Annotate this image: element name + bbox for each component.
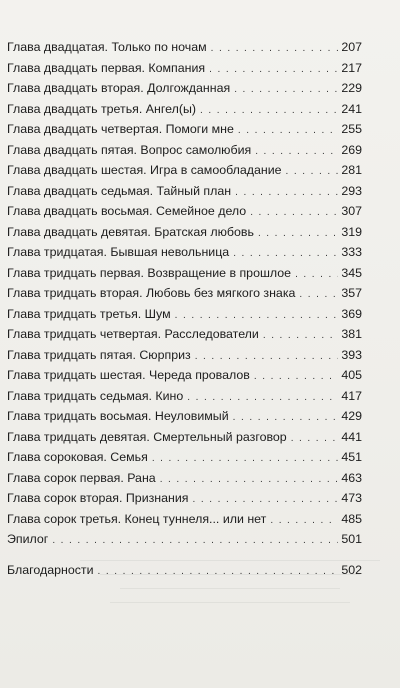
dot-leader — [255, 142, 338, 163]
toc-entry — [7, 529, 362, 550]
dot-leader — [299, 285, 338, 306]
toc-entry-page-number: 441 — [341, 429, 362, 444]
toc-entry-title: Глава тридцать вторая. Любовь без мягкого знака — [7, 286, 296, 300]
dot-leader — [195, 347, 338, 368]
toc-entry-page-number: 345 — [341, 265, 362, 280]
toc-entry — [7, 447, 362, 468]
toc-entry-title: Глава двадцать седьмая. Тайный план — [7, 183, 232, 198]
toc-entry — [7, 345, 362, 366]
toc-entry — [7, 181, 362, 202]
dot-leader — [52, 531, 338, 552]
dot-leader — [254, 367, 338, 388]
bleed-through-line — [100, 574, 360, 575]
toc-entry — [7, 242, 362, 263]
dot-leader — [175, 306, 338, 327]
dot-leader — [235, 183, 338, 204]
toc-entry — [7, 140, 362, 161]
toc-entry-title: Глава двадцатая. Только по ночам — [7, 40, 207, 54]
toc-entry-title: Глава тридцать девятая. Смертельный разговор — [7, 429, 287, 444]
dot-leader — [160, 470, 338, 491]
toc-entry-title: Глава тридцать восьмая. Неуловимый — [7, 409, 229, 423]
toc-entry — [7, 99, 362, 120]
toc-entry — [7, 509, 362, 530]
bleed-through-line — [80, 560, 380, 561]
toc-entry-page-number: 393 — [341, 347, 362, 362]
toc-entry-page-number: 241 — [341, 101, 362, 116]
dot-leader — [234, 80, 338, 101]
toc-entry-page-number: 429 — [341, 409, 362, 423]
toc-entry — [7, 160, 362, 181]
bleed-through-line — [110, 602, 350, 603]
toc-entry-title: Глава тридцатая. Бывшая невольница — [7, 245, 230, 259]
toc-entry-page-number: 369 — [341, 306, 362, 321]
toc-entry-page-number: 319 — [341, 224, 362, 239]
toc-entry-page-number: 381 — [341, 327, 362, 341]
bleed-through-line — [120, 588, 340, 589]
toc-entry-title: Глава двадцать третья. Ангел(ы) — [7, 101, 196, 116]
toc-entry — [7, 304, 362, 325]
toc-entry-page-number: 281 — [341, 163, 362, 177]
toc-entry-page-number: 463 — [341, 470, 362, 485]
toc-entry — [7, 488, 362, 509]
dot-leader — [187, 388, 338, 409]
toc-entry — [7, 119, 362, 140]
toc-entry — [7, 560, 362, 581]
toc-entry — [7, 386, 362, 407]
toc-entry — [7, 37, 362, 58]
toc-entry-page-number: 405 — [341, 368, 362, 382]
toc-entry-title: Глава двадцать четвертая. Помоги мне — [7, 122, 234, 136]
toc-entry-title: Глава двадцать девятая. Братская любовь — [7, 224, 254, 239]
dot-leader — [98, 562, 338, 583]
toc-entry — [7, 406, 362, 427]
toc-entry-title: Глава двадцать вторая. Долгожданная — [7, 81, 231, 95]
toc-entry — [7, 324, 362, 345]
dot-leader — [233, 408, 338, 429]
dot-leader — [238, 121, 338, 142]
dot-leader — [291, 429, 338, 450]
toc-entry-page-number: 502 — [341, 562, 362, 577]
toc-entry — [7, 468, 362, 489]
toc-entry-title: Глава двадцать восьмая. Семейное дело — [7, 204, 247, 218]
toc-entry-page-number: 501 — [341, 532, 362, 546]
toc-entry-title: Глава двадцать пятая. Вопрос самолюбия — [7, 142, 252, 157]
dot-leader — [233, 244, 338, 265]
toc-entry-page-number: 451 — [341, 450, 362, 464]
toc-entry-page-number: 307 — [341, 204, 362, 218]
toc-entry-page-number: 207 — [341, 40, 362, 54]
toc-entry-title: Глава тридцать пятая. Сюрприз — [7, 347, 191, 362]
toc-entry-title: Глава двадцать шестая. Игра в самообладание — [7, 163, 282, 177]
toc-entry-title: Глава тридцать первая. Возвращение в прошлое — [7, 265, 292, 280]
toc-entry-title: Глава тридцать седьмая. Кино — [7, 388, 184, 403]
toc-entry — [7, 78, 362, 99]
toc-entry-page-number: 229 — [341, 81, 362, 95]
dot-leader — [152, 449, 338, 470]
toc-entry — [7, 283, 362, 304]
toc-entry-title: Глава сорок вторая. Признания — [7, 491, 189, 505]
toc-entry-title: Глава сороковая. Семья — [7, 450, 148, 464]
dot-leader — [258, 224, 338, 245]
toc-entry-title: Глава тридцать четвертая. Расследователи — [7, 327, 259, 341]
dot-leader — [209, 60, 338, 81]
toc-entry — [7, 201, 362, 222]
toc-entry — [7, 427, 362, 448]
toc-entry-title: Эпилог — [7, 532, 49, 546]
dot-leader — [193, 490, 338, 511]
toc-entry-title: Благодарности — [7, 562, 94, 577]
toc-entry-page-number: 217 — [341, 60, 362, 75]
toc-entry-title: Глава сорок третья. Конец туннеля... или нет — [7, 511, 267, 526]
toc-entry-title: Глава двадцать первая. Компания — [7, 60, 206, 75]
toc-entry-page-number: 255 — [341, 122, 362, 136]
dot-leader — [200, 101, 338, 122]
toc-entry-page-number: 417 — [341, 388, 362, 403]
toc-entry — [7, 222, 362, 243]
dot-leader — [270, 511, 338, 532]
dot-leader — [250, 203, 338, 224]
toc-entry — [7, 263, 362, 284]
toc-entry — [7, 58, 362, 79]
toc-entry-page-number: 293 — [341, 183, 362, 198]
toc-entry-page-number: 269 — [341, 142, 362, 157]
table-of-contents — [7, 37, 362, 580]
toc-entry-page-number: 473 — [341, 491, 362, 505]
toc-entry-page-number: 357 — [341, 286, 362, 300]
dot-leader — [286, 162, 338, 183]
toc-entry-page-number: 485 — [341, 511, 362, 526]
dot-leader — [263, 326, 338, 347]
toc-entry-title: Глава тридцать третья. Шум — [7, 306, 171, 321]
dot-leader — [295, 265, 338, 286]
toc-entry-title: Глава сорок первая. Рана — [7, 470, 156, 485]
toc-entry-title: Глава тридцать шестая. Череда провалов — [7, 368, 250, 382]
toc-entry — [7, 365, 362, 386]
toc-entry-page-number: 333 — [341, 245, 362, 259]
dot-leader — [211, 39, 338, 60]
